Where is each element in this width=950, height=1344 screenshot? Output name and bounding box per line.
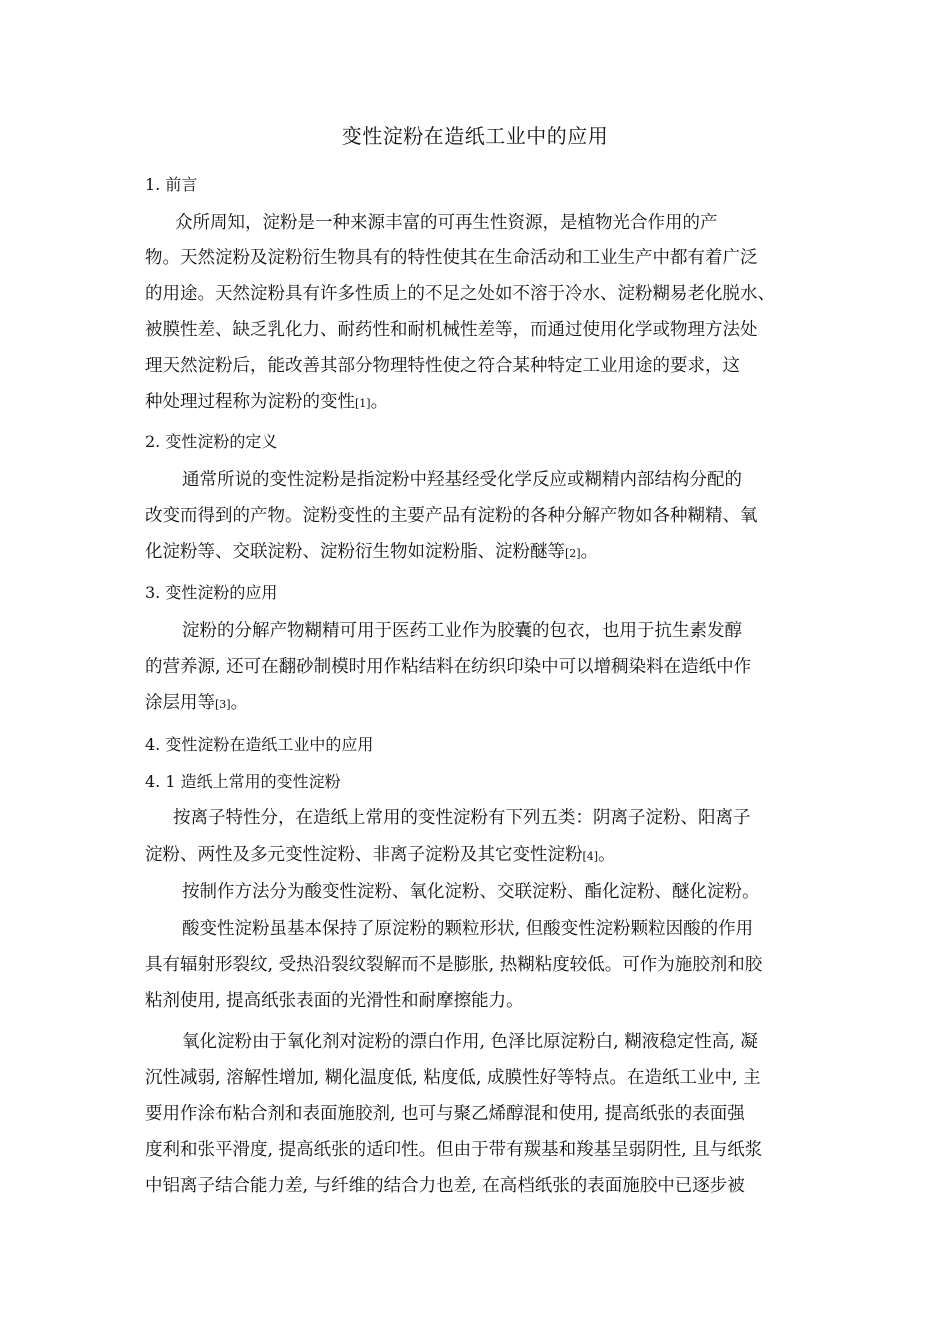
paragraph-line: 按离子特性分，在造纸上常用的变性淀粉有下列五类：阴离子淀粉、阳离子 [173,808,751,828]
paragraph-line: 的营养源, 还可在翻砂制模时用作粘结料在纺织印染中可以增稠染料在造纸中作 [145,657,752,677]
paragraph-line: 众所周知，淀粉是一种来源丰富的可再生性资源，是植物光合作用的产 [175,213,718,233]
paragraph-line-with-citation [145,535,598,571]
citation-marker: [4] [582,850,599,863]
paragraph-line: 被膜性差、缺乏乳化力、耐药性和耐机械性差等，而通过使用化学或物理方法处 [145,320,758,340]
paragraph-line: 要用作涂布粘合剂和表面施胶剂, 也可与聚乙烯醇混和使用, 提高纸张的表面强 [145,1104,745,1124]
paragraph-text: 化淀粉等、交联淀粉、淀粉衍生物如淀粉脂、淀粉醚等 [145,542,565,562]
document-title: 变性淀粉在造纸工业中的应用 [341,124,609,148]
paragraph-line: 度利和张平滑度, 提高纸张的适印性。但由于带有羰基和羧基呈弱阴性, 且与纸浆 [145,1140,763,1160]
paragraph-line-with-citation [145,385,388,421]
paragraph-line-with-citation [145,838,616,874]
paragraph-line: 酸变性淀粉虽基本保持了原淀粉的颗粒形状, 但酸变性淀粉颗粒因酸的作用 [182,919,754,939]
paragraph-line: 理天然淀粉后，能改善其部分物理特性使之符合某种特定工业用途的要求，这 [145,356,740,376]
section-4-heading: 4. 变性淀粉在造纸工业中的应用 [145,735,374,754]
paragraph-line: 淀粉的分解产物糊精可用于医药工业作为胶囊的包衣，也用于抗生素发醇 [182,621,742,641]
paragraph-line-with-citation [145,686,248,722]
paragraph-line: 中铝离子结合能力差, 与纤维的结合力也差, 在高档纸张的表面施胶中已逐步被 [145,1176,745,1196]
citation-marker: [3] [215,698,231,711]
paragraph-text: 涂层用等 [145,693,215,713]
paragraph-line: 通常所说的变性淀粉是指淀粉中羟基经受化学反应或糊精内部结构分配的 [182,470,742,490]
citation-marker: [1] [355,397,371,410]
paragraph-line: 物。天然淀粉及淀粉衍生物具有的特性使其在生命活动和工业生产中都有着广泛 [145,248,758,268]
citation-marker: [2] [565,547,581,560]
paragraph-line: 具有辐射形裂纹, 受热沿裂纹裂解而不是膨胀, 热糊粘度较低。可作为施胶剂和胶 [145,955,763,975]
paragraph-line: 按制作方法分为酸变性淀粉、氧化淀粉、交联淀粉、酯化淀粉、醚化淀粉。 [182,882,760,902]
sentence-end: 。 [370,392,389,412]
section-3-heading: 3. 变性淀粉的应用 [145,583,278,602]
paragraph-line: 的用途。天然淀粉具有许多性质上的不足之处如不溶于冷水、淀粉糊易老化脱水、 [145,284,775,304]
paragraph-line: 粘剂使用, 提高纸张表面的光滑性和耐摩擦能力。 [145,991,524,1011]
sentence-end: 。 [598,845,616,865]
paragraph-line: 改变而得到的产物。淀粉变性的主要产品有淀粉的各种分解产物如各种糊精、氧 [145,506,758,526]
paragraph-text: 淀粉、两性及多元变性淀粉、非离子淀粉及其它变性淀粉 [145,845,583,865]
section-1-heading: 1. 前言 [145,175,198,194]
sentence-end: 。 [580,542,599,562]
paragraph-text: 种处理过程称为淀粉的变性 [145,392,355,412]
section-4-1-heading: 4. 1 造纸上常用的变性淀粉 [145,772,341,791]
paragraph-line: 沉性减弱, 溶解性增加, 糊化温度低, 粘度低, 成膜性好等特点。在造纸工业中, 主 [145,1068,761,1088]
sentence-end: 。 [230,693,249,713]
section-2-heading: 2. 变性淀粉的定义 [145,432,278,451]
paragraph-line: 氧化淀粉由于氧化剂对淀粉的漂白作用, 色泽比原淀粉白, 糊液稳定性高, 凝 [182,1032,758,1052]
